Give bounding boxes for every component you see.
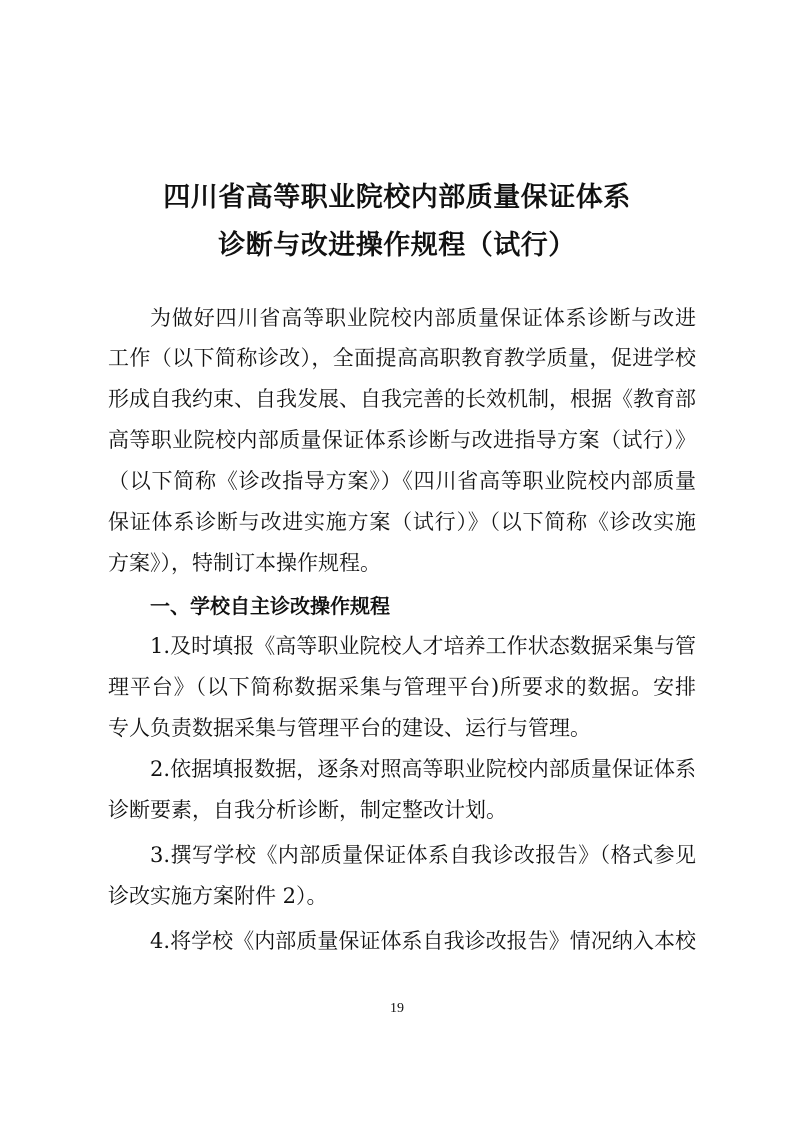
paragraph-line: 3.撰写学校《内部质量保证体系自我诊改报告》（格式参见 (150, 843, 696, 867)
paragraph-line: 专人负责数据采集与管理平台的建设、运行与管理。 (108, 716, 591, 740)
paragraph-line: 为做好四川省高等职业院校内部质量保证体系诊断与改进 (150, 306, 696, 330)
paragraph-line: 方案》），特制订本操作规程。 (108, 551, 381, 575)
paragraph-line: 理平台》（以下简称数据采集与管理平台)所要求的数据。安排 (108, 675, 696, 699)
paragraph-line: 诊改实施方案附件 2）。 (108, 884, 328, 908)
paragraph-line: 诊断要素，自我分析诊断，制定整改计划。 (108, 798, 507, 822)
page-number: 19 (390, 1001, 404, 1016)
document-title-line-1: 四川省高等职业院校内部质量保证体系 (163, 182, 631, 213)
paragraph-line: 形成自我约束、自我发展、自我完善的长效机制，根据《教育部 (108, 387, 696, 411)
paragraph-line: 保证体系诊断与改进实施方案（试行）》（以下简称《诊改实施 (108, 510, 696, 534)
section-heading: 一、学校自主诊改操作规程 (150, 594, 390, 618)
paragraph-line: 4.将学校《内部质量保证体系自我诊改报告》情况纳入本校 (150, 929, 696, 953)
paragraph-line: 2.依据填报数据，逐条对照高等职业院校内部质量保证体系 (150, 757, 696, 781)
paragraph-line: 1.及时填报《高等职业院校人才培养工作状态数据采集与管 (150, 634, 696, 658)
paragraph-line: 工作（以下简称诊改），全面提高高职教育教学质量，促进学校 (108, 346, 696, 370)
paragraph-line: 高等职业院校内部质量保证体系诊断与改进指导方案（试行）》 (108, 428, 696, 452)
paragraph-line: （以下简称《诊改指导方案》）《四川省高等职业院校内部质量 (108, 469, 696, 493)
document-title-line-2: 诊断与改进操作规程（试行） (218, 230, 576, 261)
